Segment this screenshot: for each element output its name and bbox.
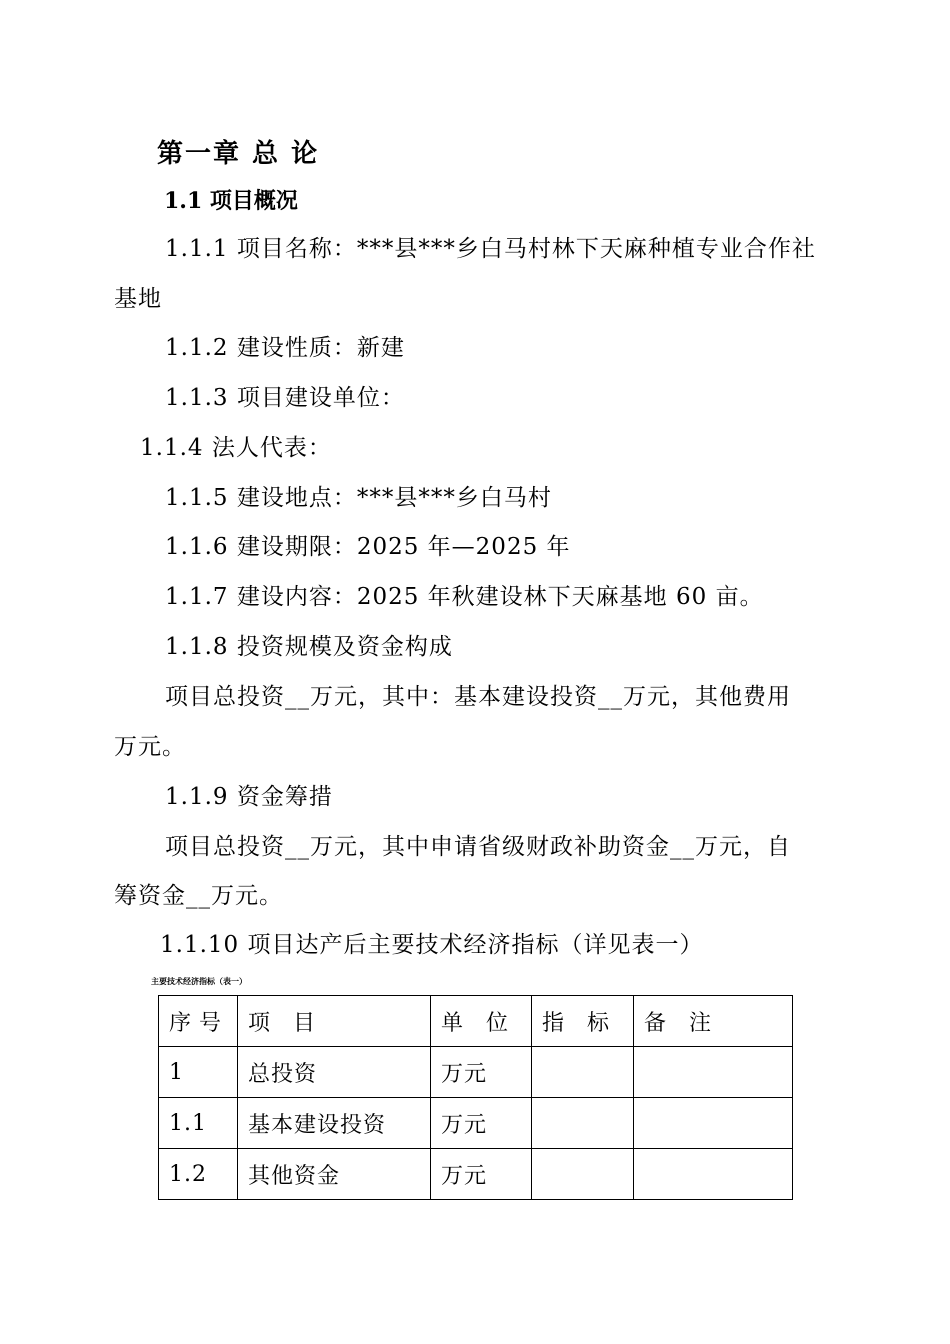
paragraph-legal-representative: 1.1.4 法人代表：: [140, 435, 332, 461]
cell-remarks: [634, 1149, 793, 1200]
paragraph-investment-composition-continued: 万元。: [114, 734, 186, 760]
paragraph-construction-nature: 1.1.2 建设性质：新建: [165, 335, 405, 361]
cell-unit: 万元: [431, 1149, 532, 1200]
table-row: [159, 1047, 793, 1098]
chapter-title: 第一章 总 论: [157, 139, 320, 169]
table-header-row: [159, 996, 793, 1047]
cell-indicator: [532, 1149, 634, 1200]
cell-item: 基本建设投资: [238, 1098, 431, 1149]
section-title: 1.1 项目概况: [164, 188, 298, 214]
table-row: [159, 1098, 793, 1149]
header-item: 项 目: [238, 996, 431, 1047]
paragraph-fund-sources-continued: 筹资金__万元。: [114, 883, 283, 909]
paragraph-construction-site: 1.1.5 建设地点：***县***乡白马村: [165, 485, 552, 511]
cell-serial-number: 1.2: [159, 1149, 238, 1200]
paragraph-construction-period: 1.1.6 建设期限：2025 年—2025 年: [165, 534, 571, 560]
paragraph-fund-sources: 项目总投资__万元，其中申请省级财政补助资金__万元，自: [165, 834, 791, 860]
paragraph-investment-scale: 1.1.8 投资规模及资金构成: [165, 634, 453, 660]
table-row: [159, 1149, 793, 1200]
cell-item: 总投资: [238, 1047, 431, 1098]
paragraph-construction-unit: 1.1.3 项目建设单位：: [165, 385, 405, 411]
header-indicator: 指 标: [532, 996, 634, 1047]
paragraph-fund-raising: 1.1.9 资金筹措: [165, 784, 333, 810]
header-serial-number: 序号: [159, 996, 238, 1047]
table-caption: 主要技术经济指标（表一）: [151, 976, 247, 986]
indicators-table: [158, 995, 793, 1200]
header-remarks: 备 注: [634, 996, 793, 1047]
paragraph-project-name-continued: 基地: [114, 286, 162, 312]
cell-remarks: [634, 1098, 793, 1149]
paragraph-construction-content: 1.1.7 建设内容：2025 年秋建设林下天麻基地 60 亩。: [165, 584, 764, 610]
paragraph-project-name: 1.1.1 项目名称：***县***乡白马村林下天麻种植专业合作社: [165, 236, 816, 262]
cell-unit: 万元: [431, 1047, 532, 1098]
paragraph-main-indicators: 1.1.10 项目达产后主要技术经济指标（详见表一）: [160, 932, 704, 958]
paragraph-investment-composition: 项目总投资__万元，其中：基本建设投资__万元，其他费用: [165, 684, 791, 710]
header-unit: 单 位: [431, 996, 532, 1047]
cell-item: 其他资金: [238, 1149, 431, 1200]
cell-unit: 万元: [431, 1098, 532, 1149]
cell-serial-number: 1.1: [159, 1098, 238, 1149]
cell-serial-number: 1: [159, 1047, 238, 1098]
cell-indicator: [532, 1047, 634, 1098]
cell-remarks: [634, 1047, 793, 1098]
cell-indicator: [532, 1098, 634, 1149]
